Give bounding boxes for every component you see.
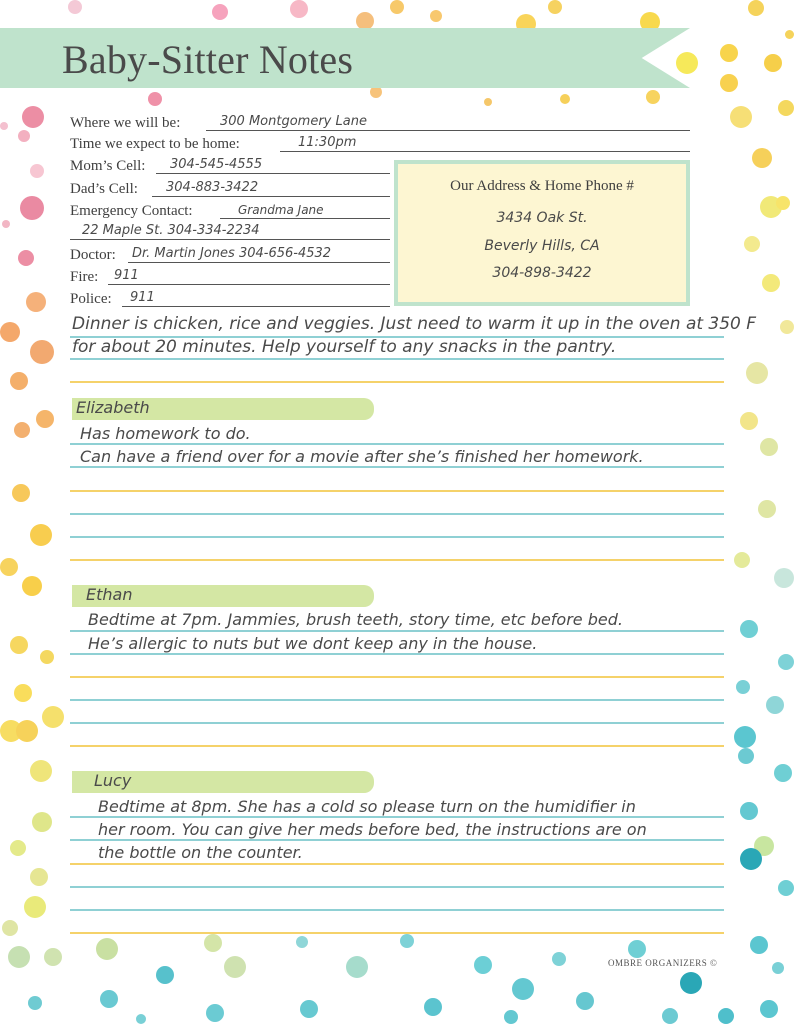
confetti-dot [760,438,778,456]
police-field [70,286,390,308]
time-home-label: Time we expect to be home: [70,136,240,152]
confetti-dot [96,938,118,960]
note-rule [70,909,724,911]
confetti-dot [734,726,756,748]
confetti-dot [346,956,368,978]
confetti-dot [2,920,18,936]
confetti-dot [18,130,30,142]
child-note-line: He’s allergic to nuts but we dont keep any in the house. [88,634,538,653]
confetti-dot [36,410,54,428]
confetti-dot [30,868,48,886]
time-home-value: 11:30pm [298,135,357,150]
confetti-dot [390,0,404,14]
moms-cell-field [70,153,390,175]
confetti-dot [676,52,698,74]
note-rule [70,630,724,632]
confetti-dot [552,952,566,966]
confetti-dot [10,372,28,390]
confetti-dot [760,1000,778,1018]
doctor-value: Dr. Martin Jones 304-656-4532 [132,246,332,261]
where-label: Where we will be: [70,115,181,131]
confetti-dot [30,760,52,782]
confetti-dot [738,748,754,764]
fire-field [70,264,390,286]
confetti-dot [136,1014,146,1024]
confetti-dot [12,484,30,502]
confetti-dot [40,650,54,664]
note-rule [70,513,724,515]
note-rule [70,839,724,841]
child-note-line: the bottle on the counter. [98,843,303,862]
doctor-label: Doctor: [70,247,116,263]
confetti-dot [740,848,762,870]
confetti-dot [560,94,570,104]
fire-label: Fire: [70,269,99,285]
confetti-dot [20,196,44,220]
police-value: 911 [130,290,155,305]
note-rule [70,932,724,934]
confetti-dot [776,196,790,210]
note-rule [70,745,724,747]
confetti-dot [720,44,738,62]
confetti-dot [30,340,54,364]
confetti-dot [766,696,784,714]
note-rule [70,443,724,445]
confetti-dot [785,30,794,39]
confetti-dot [750,936,768,954]
confetti-dot [30,524,52,546]
emergency-value-2: 22 Maple St. 304-334-2234 [82,223,260,238]
note-rule [70,490,724,492]
emergency-label: Emergency Contact: [70,203,193,219]
credit-text: OMBRE ORGANIZERS © [608,958,718,968]
confetti-dot [204,934,222,952]
fire-value: 911 [114,268,139,283]
confetti-dot [26,292,46,312]
confetti-dot [734,552,750,568]
emergency-field [70,198,390,220]
note-rule [70,676,724,678]
confetti-dot [14,684,32,702]
confetti-dot [548,0,562,14]
confetti-dot [300,1000,318,1018]
confetti-dot [628,940,646,958]
child-name-ethan: Ethan [86,585,133,604]
confetti-dot [16,720,38,742]
child-note-line: her room. You can give her meds before bed, the instructions are on [98,820,647,839]
note-rule [70,699,724,701]
confetti-dot [772,962,784,974]
confetti-dot [744,236,760,252]
child-name-lucy: Lucy [94,771,132,790]
general-note-line: for about 20 minutes. Help yourself to any snacks in the pantry. [72,337,617,357]
moms-cell-label: Mom’s Cell: [70,158,146,174]
note-rule [70,381,724,383]
confetti-dot [212,4,228,20]
address-box [394,160,690,306]
confetti-dot [720,74,738,92]
confetti-dot [730,106,752,128]
confetti-dot [740,802,758,820]
confetti-dot [576,992,594,1010]
confetti-dot [0,322,20,342]
confetti-dot [752,148,772,168]
address-box-title: Our Address & Home Phone # [450,178,634,194]
confetti-dot [736,680,750,694]
note-rule [70,816,724,818]
moms-cell-line [156,173,390,174]
where-value: 300 Montgomery Lane [220,114,367,129]
address-phone: 304-898-3422 [492,265,592,281]
note-rule [70,559,724,561]
confetti-dot [42,706,64,728]
confetti-dot [746,362,768,384]
moms-cell-value: 304-545-4555 [170,157,263,172]
confetti-dot [156,966,174,984]
note-rule [70,466,724,468]
confetti-dot [206,1004,224,1022]
confetti-dot [748,0,764,16]
child-name-elizabeth: Elizabeth [76,398,150,417]
confetti-dot [24,896,46,918]
confetti-dot [30,164,44,178]
child-note-line: Bedtime at 7pm. Jammies, brush teeth, story time, etc before bed. [88,610,623,629]
confetti-dot [680,972,702,994]
dads-cell-label: Dad’s Cell: [70,181,138,197]
confetti-dot [10,840,26,856]
address-street: 3434 Oak St. [496,210,588,226]
doctor-field [70,242,390,264]
confetti-dot [22,576,42,596]
confetti-dot [764,54,782,72]
confetti-dot [0,558,18,576]
dads-cell-field [70,176,390,198]
child-note-line: Can have a friend over for a movie after she’s finished her homework. [80,447,644,466]
confetti-dot [296,936,308,948]
confetti-dot [778,880,794,896]
confetti-dot [100,990,118,1008]
time-home-field [70,131,690,153]
confetti-dot [780,320,794,334]
confetti-dot [774,764,792,782]
police-line [122,306,390,307]
confetti-dot [740,620,758,638]
confetti-dot [474,956,492,974]
confetti-dot [740,412,758,430]
confetti-dot [10,636,28,654]
dads-cell-value: 304-883-3422 [166,180,259,195]
confetti-dot [484,98,492,106]
confetti-dot [646,90,660,104]
time-home-line [280,151,690,152]
confetti-dot [778,654,794,670]
confetti-dot [504,1010,518,1024]
note-rule [70,863,724,865]
confetti-dot [512,978,534,1000]
note-rule [70,886,724,888]
confetti-dot [424,998,442,1016]
fire-line [108,284,390,285]
confetti-dot [0,122,8,130]
confetti-dot [28,996,42,1010]
general-note-line: Dinner is chicken, rice and veggies. Just need to warm it up in the oven at 350 F [72,314,757,334]
confetti-dot [778,100,794,116]
confetti-dot [32,812,52,832]
emergency-line-2 [70,239,390,240]
confetti-dot [22,106,44,128]
note-rule [70,653,724,655]
confetti-dot [2,220,10,228]
confetti-dot [400,934,414,948]
confetti-dot [44,948,62,966]
page-title: Baby-Sitter Notes [62,37,354,82]
confetti-dot [662,1008,678,1024]
where-field [70,110,690,132]
note-rule [70,358,724,360]
address-city: Beverly Hills, CA [484,238,600,254]
emergency-field-2 [70,219,390,241]
confetti-dot [290,0,308,18]
confetti-dot [148,92,162,106]
dads-cell-line [152,196,390,197]
emergency-value: Grandma Jane [238,203,324,217]
confetti-dot [758,500,776,518]
confetti-dot [18,250,34,266]
confetti-dot [774,568,794,588]
note-rule [70,536,724,538]
child-note-line: Bedtime at 8pm. She has a cold so please turn on the humidifier in [98,797,636,816]
child-note-line: Has homework to do. [80,424,251,443]
doctor-line [128,262,390,263]
confetti-dot [68,0,82,14]
confetti-dot [356,12,374,30]
police-label: Police: [70,291,112,307]
confetti-dot [14,422,30,438]
confetti-dot [224,956,246,978]
confetti-dot [8,946,30,968]
confetti-dot [430,10,442,22]
confetti-dot [762,274,780,292]
confetti-dot [718,1008,734,1024]
note-rule [70,722,724,724]
